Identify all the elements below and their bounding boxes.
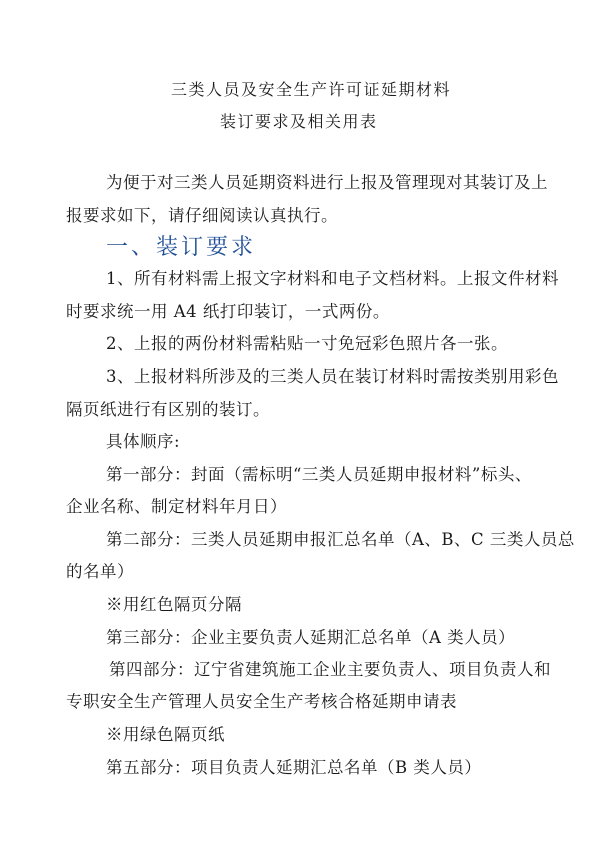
document-title-line-1: 三类人员及安全生产许可证延期材料 [171,80,452,99]
item-1-line-2: 时要求统一用 A4 纸打印装订，一式两份。 [66,302,390,321]
item-1-line-1: 1、所有材料需上报文字材料和电子文档材料。上报文件材料 [106,269,559,288]
part-1-line-1: 第一部分：封面（需标明“三类人员延期申报材料”标头、 [106,465,532,484]
document-title-line-2: 装订要求及相关用表 [220,112,378,131]
intro-line-1: 为便于对三类人员延期资料进行上报及管理现对其装订及上 [106,173,548,192]
intro-line-2: 报要求如下，请仔细阅读认真执行。 [66,206,338,225]
item-2: 2、上报的两份材料需粘贴一寸免冠彩色照片各一张。 [106,334,508,353]
part-5: 第五部分：项目负责人延期汇总名单（B 类人员） [106,758,482,777]
part-1-line-2: 企业名称、制定材料年月日） [66,497,287,516]
order-label: 具体顺序: [106,432,181,451]
part-2-line-1: 第二部分：三类人员延期申报汇总名单（A、B、C 三类人员总 [106,530,575,549]
section-heading: 一、装订要求 [106,235,257,260]
part-2-line-2: 的名单） [66,562,134,581]
part-3: 第三部分：企业主要负责人延期汇总名单（A 类人员） [106,628,516,647]
note-green-separator: ※用绿色隔页纸 [106,725,225,744]
part-4-line-1: 第四部分：辽宁省建筑施工企业主要负责人、项目负责人和 [109,660,551,679]
part-4-line-2: 专职安全生产管理人员安全生产考核合格延期申请表 [66,692,457,711]
note-red-separator: ※用红色隔页分隔 [106,595,242,614]
item-3-line-2: 隔页纸进行有区别的装订。 [66,400,270,419]
item-3-line-1: 3、上报材料所涉及的三类人员在装订材料时需按类别用彩色 [106,367,559,386]
